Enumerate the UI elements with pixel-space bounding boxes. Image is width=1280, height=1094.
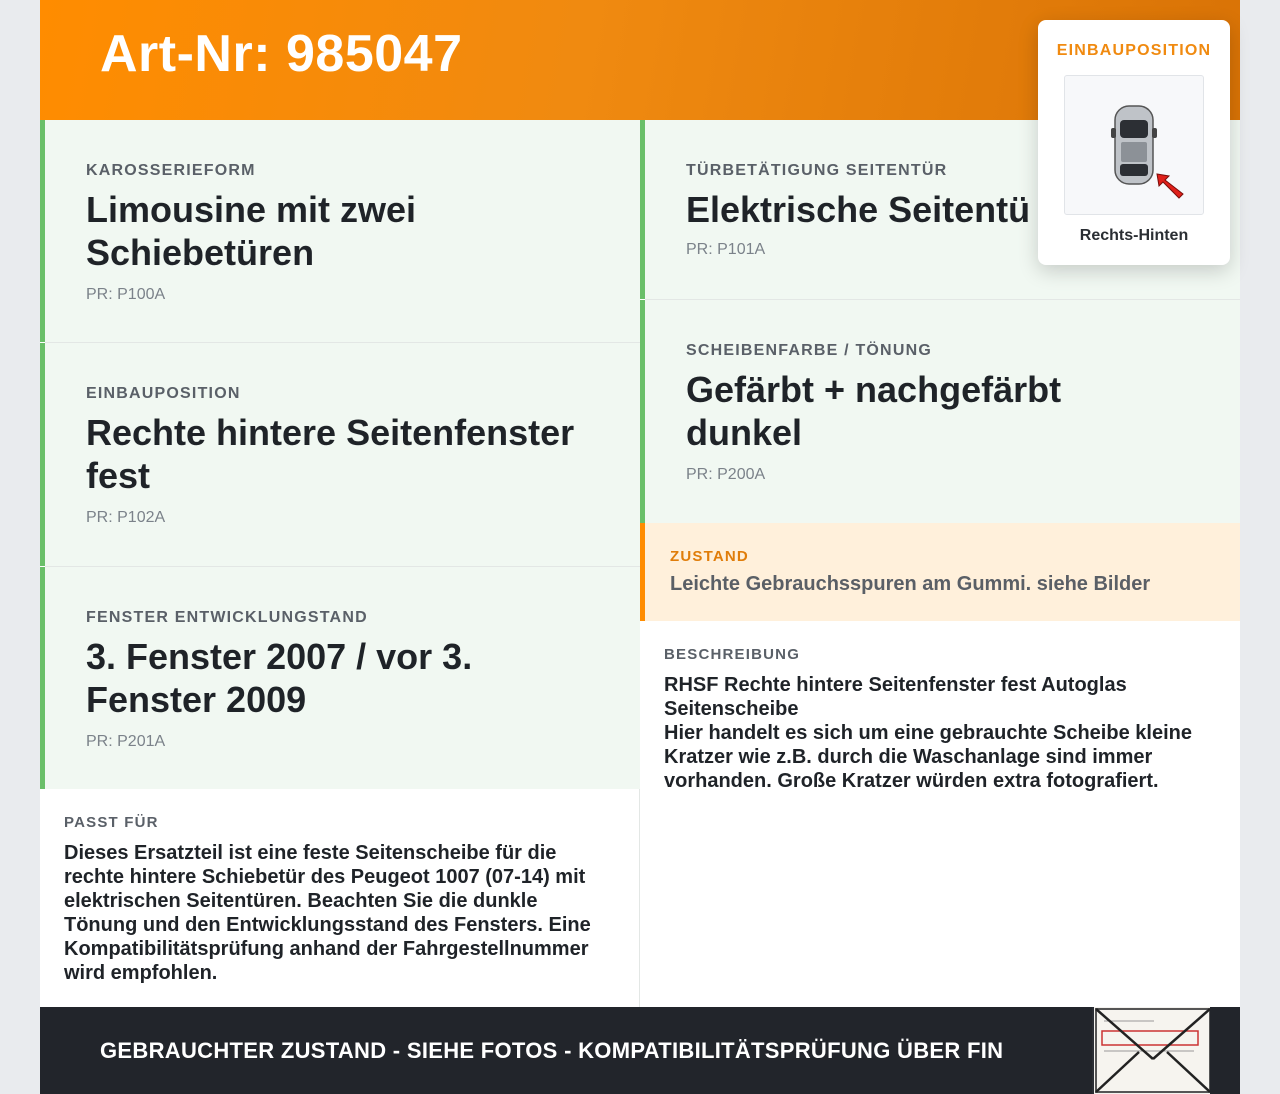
fits-text: Dieses Ersatzteil ist eine feste Seitenscheibe für die rechte hintere Schiebetür des Peugeot 1007 (07-14) mit elektrischen Seitentüren. Beachten Sie die dunkle Tönung und den Entwicklungsstand des Fensters. Eine Kompatibilitätsprüfung anhand der Fahrgestellnummer wird empfohlen. bbox=[64, 842, 591, 984]
attribute-mount-position bbox=[40, 343, 640, 566]
condition-text: Leichte Gebrauchsspuren am Gummi. siehe Bilder bbox=[670, 573, 1151, 595]
attribute-value: Elektrische Seitentü bbox=[686, 189, 1031, 230]
attribute-label: TÜRBETÄTIGUNG SEITENTÜR bbox=[686, 162, 948, 179]
footer-bar bbox=[40, 1007, 1240, 1094]
car-top-view-icon bbox=[1065, 76, 1205, 216]
popup-caption: Rechts-Hinten bbox=[1079, 227, 1189, 244]
document-thumbnail[interactable] bbox=[1092, 1007, 1210, 1094]
attribute-value: Gefärbt + nachgefärbt dunkel bbox=[686, 369, 1062, 453]
attribute-pr-code: PR: P102A bbox=[86, 509, 166, 526]
condition-label: ZUSTAND bbox=[670, 548, 749, 565]
description-label: BESCHREIBUNG bbox=[664, 646, 801, 663]
column-divider bbox=[639, 789, 640, 1007]
attribute-pr-code: PR: P201A bbox=[86, 733, 166, 750]
mount-position-popup bbox=[1038, 20, 1230, 265]
attribute-pr-code: PR: P200A bbox=[686, 466, 766, 483]
attribute-window-development bbox=[40, 567, 640, 789]
footer-text: GEBRAUCHTER ZUSTAND - SIEHE FOTOS - KOMPATIBILITÄTSPRÜFUNG ÜBER FIN bbox=[100, 1038, 1004, 1063]
description-text: RHSF Rechte hintere Seitenfenster fest Autoglas Seitenscheibe Hier handelt es sich um eine gebrauchte Scheibe kleine Kratzer wie z.B. durch die Waschanlage sind immer vorhanden. Große Kratzer würden extra fotografiert. bbox=[664, 674, 1192, 792]
attribute-label: KAROSSERIEFORM bbox=[86, 162, 256, 179]
attribute-value: Limousine mit zwei Schiebetüren bbox=[86, 189, 417, 273]
popup-label: EINBAUPOSITION bbox=[1056, 42, 1212, 59]
attribute-label: FENSTER ENTWICKLUNGSTAND bbox=[86, 609, 368, 626]
attribute-glass-tint bbox=[640, 300, 1240, 523]
attribute-label: SCHEIBENFARBE / TÖNUNG bbox=[686, 342, 932, 359]
attribute-pr-code: PR: P101A bbox=[686, 241, 766, 258]
description-section bbox=[664, 646, 1214, 793]
attribute-value: 3. Fenster 2007 / vor 3. Fenster 2009 bbox=[86, 636, 473, 720]
product-sheet bbox=[40, 0, 1240, 1094]
condition-box bbox=[640, 523, 1240, 621]
attribute-label: EINBAUPOSITION bbox=[86, 385, 241, 402]
attribute-pr-code: PR: P100A bbox=[86, 286, 166, 303]
document-icon bbox=[1094, 1007, 1210, 1094]
car-image-frame bbox=[1064, 75, 1204, 215]
attribute-body-type bbox=[40, 120, 640, 342]
attribute-value: Rechte hintere Seitenfenster fest bbox=[86, 412, 575, 496]
article-number-title: Art-Nr: 985047 bbox=[100, 25, 463, 83]
fits-section bbox=[64, 814, 614, 985]
fits-label: PASST FÜR bbox=[64, 814, 159, 831]
